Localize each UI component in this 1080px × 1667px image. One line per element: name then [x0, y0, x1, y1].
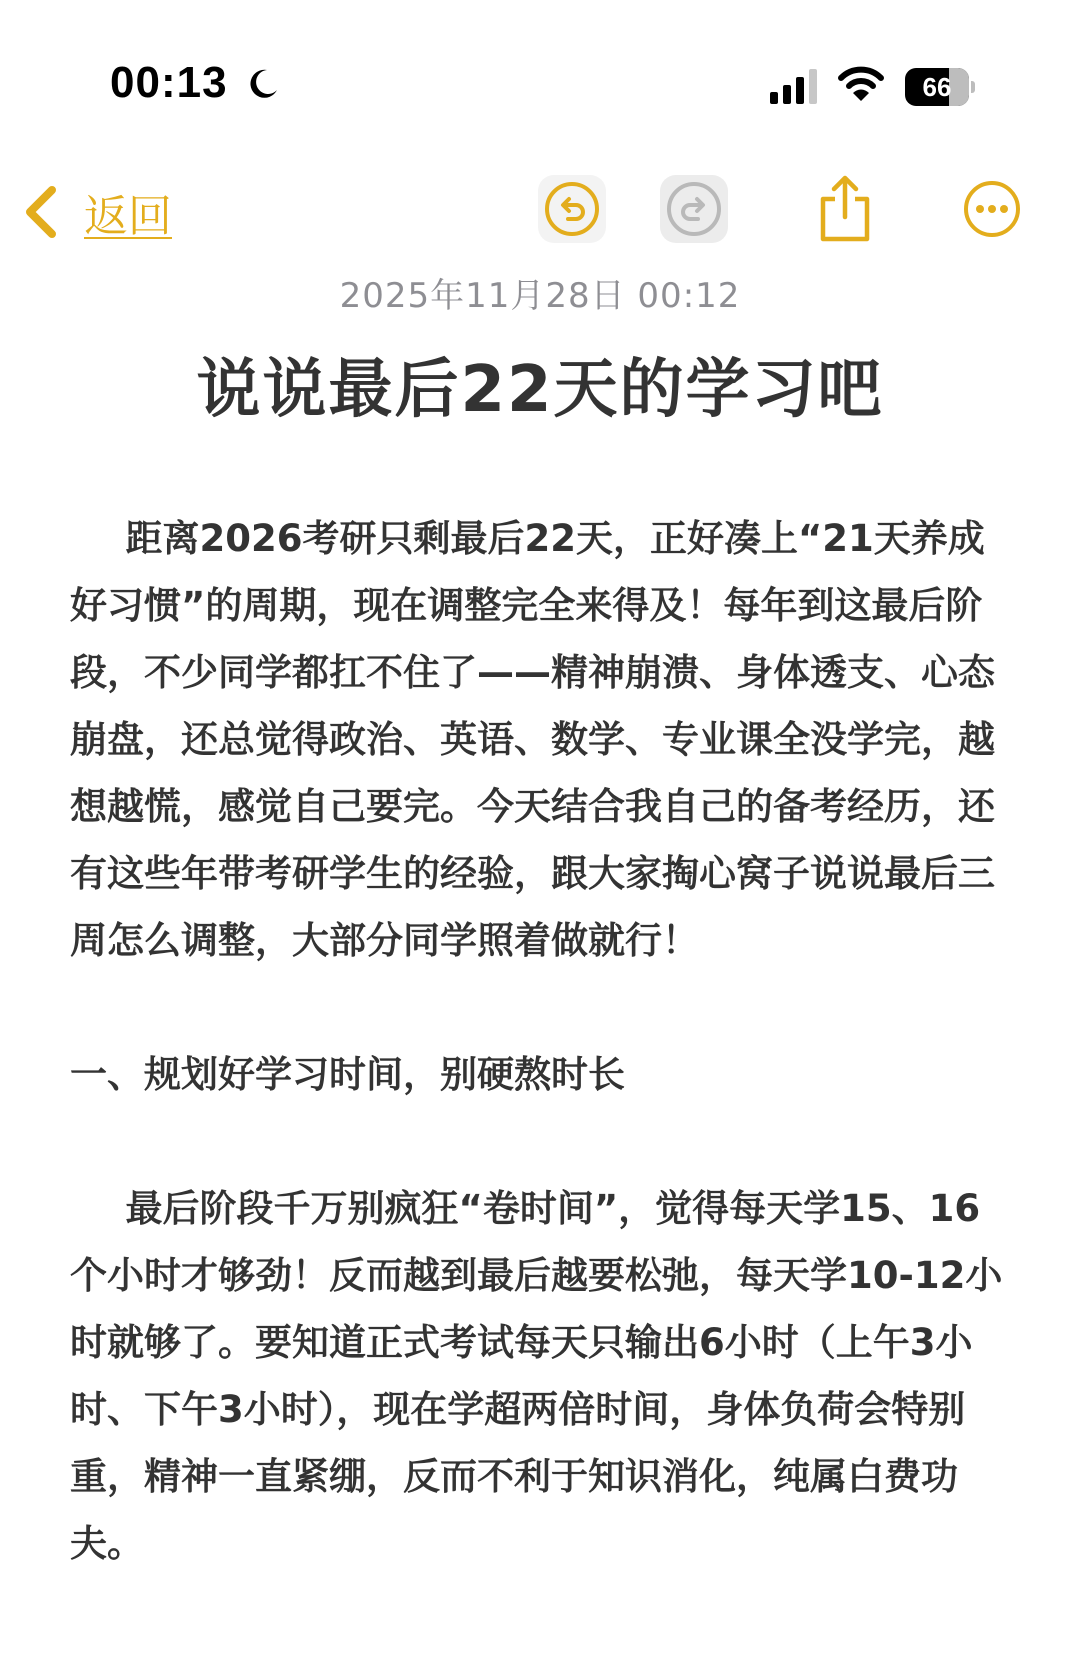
share-icon: [817, 175, 873, 245]
note-body[interactable]: [70, 505, 1015, 1577]
status-bar: [0, 0, 1080, 130]
status-time: 00:13: [110, 58, 228, 107]
back-label: 返回: [84, 191, 172, 242]
undo-icon: [542, 179, 602, 239]
note-title: 说说最后22天的学习吧: [196, 353, 884, 427]
cellular-signal-icon: [770, 68, 820, 104]
moon-icon: [245, 66, 281, 102]
redo-icon: [664, 179, 724, 239]
note-toolbar: [0, 160, 1080, 260]
redo-button[interactable]: [660, 175, 728, 243]
undo-button[interactable]: [538, 175, 606, 243]
battery-icon: [905, 68, 975, 106]
note-paragraph-2: 最后阶段千万别疯狂“卷时间”，觉得每天学15、16个小时才够劲！反而越到最后越要松弛，每天学10-12小时就够了。要知道正式考试每天只输出6小时（上午3小时、下午3小时），现在学超两倍时间，身体负荷会特别重，精神一直紧绷，反而不利于知识消化，纯属白费功夫。: [70, 1187, 1003, 1565]
more-options-button[interactable]: [958, 175, 1026, 243]
note-paragraph-1: 距离2026考研只剩最后22天，正好凑上“21天养成好习惯”的周期，现在调整完全来得及！每年到这最后阶段，不少同学都扛不住了——精神崩溃、身体透支、心态崩盘，还总觉得政治、英语、数学、专业课全没学完，越想越慌，感觉自己要完。今天结合我自己的备考经历，还有这些年带考研学生的经验，跟大家掏心窝子说说最后三周怎么调整，大部分同学照着做就行！: [70, 517, 995, 962]
wifi-icon: [838, 64, 884, 104]
chevron-left-icon: [22, 182, 62, 242]
more-icon: [962, 179, 1022, 239]
section-heading-1: 一、规划好学习时间，别硬熬时长: [70, 1053, 625, 1096]
note-date: 2025年11月28日 00:12: [339, 276, 741, 316]
battery-level: 66: [922, 72, 952, 102]
share-button[interactable]: [810, 170, 880, 250]
back-button[interactable]: [22, 180, 172, 244]
